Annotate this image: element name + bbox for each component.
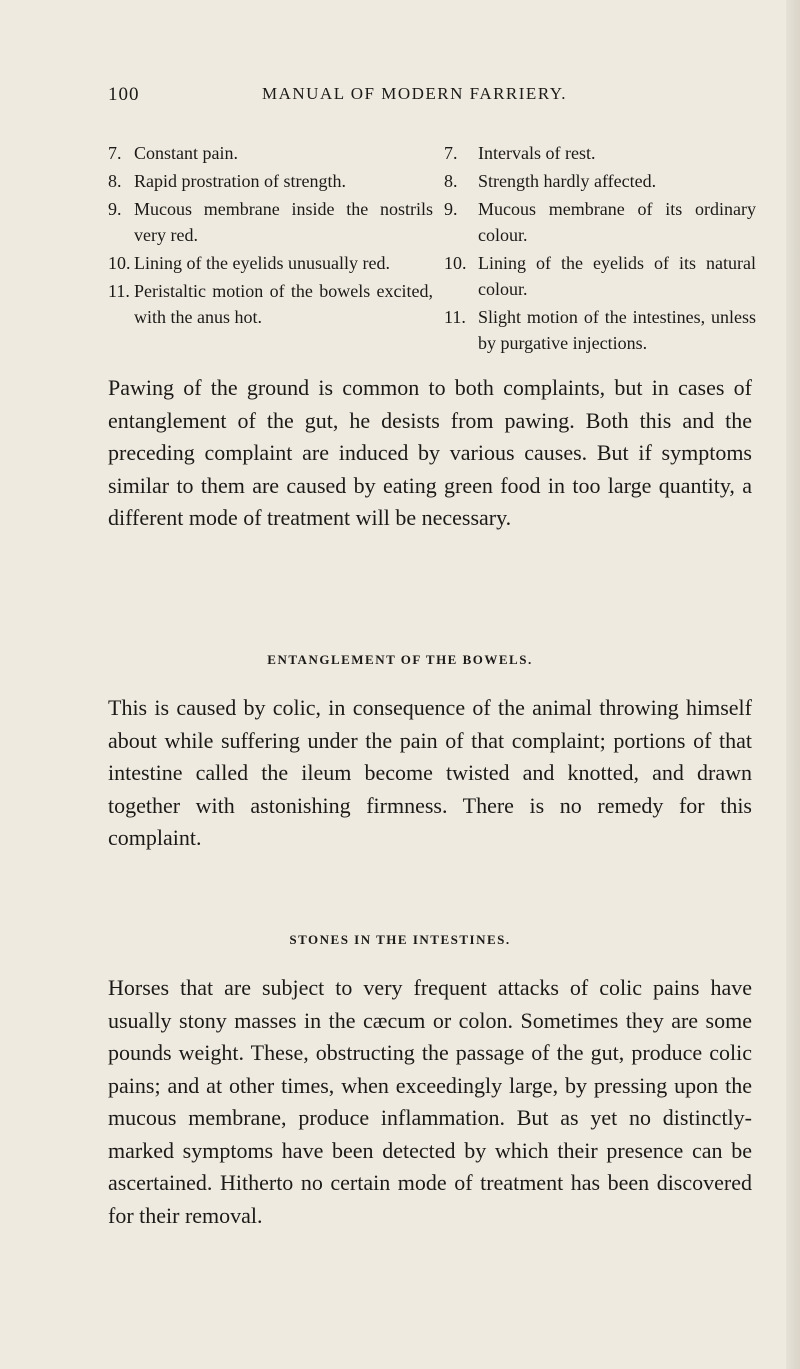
list-item bbox=[108, 250, 433, 276]
item-text: Rapid prostration of strength. bbox=[134, 171, 346, 191]
list-item bbox=[108, 168, 433, 194]
body-paragraph: This is caused by colic, in consequence of the animal throwing himself about while suffering under the pain of that complaint; portions of that intestine called the ileum become twisted and knotted, and drawn together with astonishing firmness. There is no remedy for this complaint. bbox=[108, 695, 752, 850]
item-text: Constant pain. bbox=[134, 143, 238, 163]
item-number: 11. bbox=[444, 307, 466, 327]
running-title: MANUAL OF MODERN FARRIERY. bbox=[262, 84, 568, 103]
list-item bbox=[444, 250, 756, 302]
item-text: Mucous membrane of its ordinary colour. bbox=[478, 199, 756, 245]
item-number: 8. bbox=[108, 171, 122, 191]
body-paragraph: Pawing of the ground is common to both complaints, but in cases of entanglement of the gut, he desists from pawing. Both this and the preceding complaint are induced by various causes. But if symptoms similar to them are caused by eating green food in too large quantity, a different mode of treatment will be necessary. bbox=[108, 375, 752, 530]
item-text: Intervals of rest. bbox=[478, 143, 596, 163]
list-item bbox=[108, 196, 433, 248]
list-item bbox=[108, 140, 433, 166]
section-heading: ENTANGLEMENT OF THE BOWELS. bbox=[267, 652, 533, 667]
item-text: Strength hardly affected. bbox=[478, 171, 657, 191]
page-number: 100 bbox=[108, 84, 140, 105]
left-column bbox=[108, 140, 433, 332]
item-number: 11. bbox=[108, 281, 130, 301]
item-number: 8. bbox=[444, 171, 458, 191]
body-paragraph: Horses that are subject to very frequent attacks of colic pains have usually stony masses in the cæcum or colon. Sometimes they are some pounds weight. These, obstructing the passage of the gut, produce colic pains; and at other times, when exceedingly large, by pressing upon the mucous membrane, produce inflammation. But as yet no distinctly-marked symptoms have been detected by which their presence can be ascertained. Hitherto no certain mode of treatment has been discovered for their removal. bbox=[108, 975, 752, 1228]
list-item bbox=[444, 140, 756, 166]
list-item bbox=[444, 168, 756, 194]
list-item bbox=[108, 278, 433, 330]
item-number: 7. bbox=[108, 143, 122, 163]
item-text: Lining of the eyelids of its natural colour. bbox=[478, 253, 756, 299]
right-column bbox=[444, 140, 756, 358]
section-heading: STONES IN THE INTESTINES. bbox=[289, 932, 511, 947]
item-number: 9. bbox=[444, 199, 458, 219]
item-text: Slight motion of the intestines, unless by purgative injections. bbox=[478, 307, 756, 353]
item-number: 10. bbox=[444, 253, 467, 273]
item-number: 7. bbox=[444, 143, 458, 163]
item-number: 10. bbox=[108, 253, 131, 273]
item-number: 9. bbox=[108, 199, 122, 219]
page-edge bbox=[786, 0, 800, 1369]
list-item bbox=[444, 304, 756, 356]
item-text: Lining of the eyelids unusually red. bbox=[134, 253, 390, 273]
item-text: Peristaltic motion of the bowels excited, with the anus hot. bbox=[134, 281, 433, 327]
list-item bbox=[444, 196, 756, 248]
item-text: Mucous membrane inside the nostrils very red. bbox=[134, 199, 433, 245]
